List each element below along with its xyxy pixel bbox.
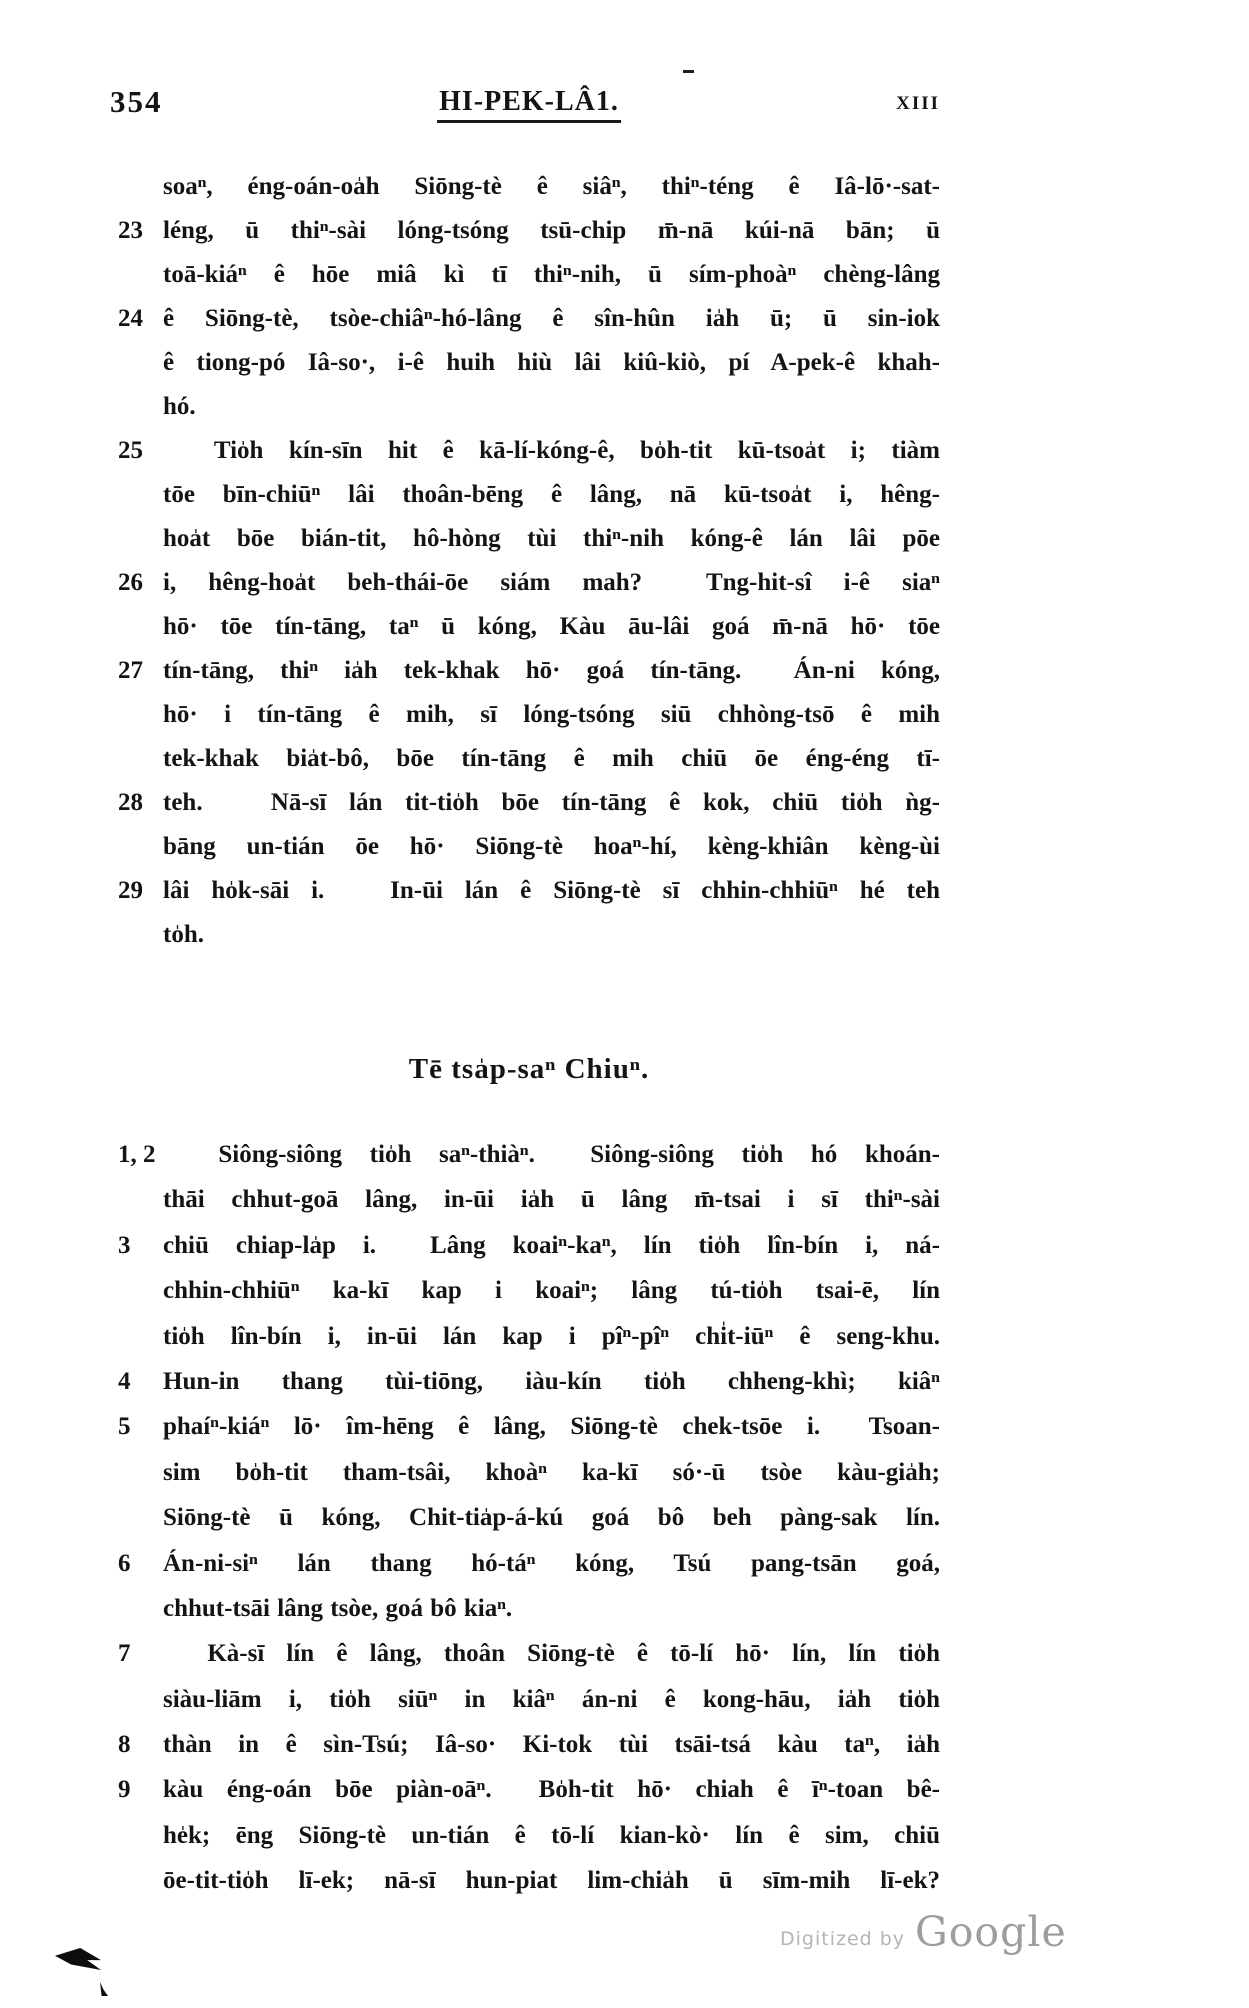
text-line bbox=[118, 1233, 940, 1278]
verse-text: ê tiong-pó Iâ-so·, i-ê huih hiù lâi kiû-kiò, pí A-pek-ê khah- bbox=[163, 349, 940, 376]
text-line bbox=[118, 1823, 940, 1868]
page-header bbox=[110, 84, 940, 120]
verse-text: Hun-in thang tùi-tiōng, iàu-kín tio̍h chheng-khì; kiâⁿ bbox=[163, 1367, 940, 1395]
verse-text: ê Siōng-tè, tsòe-chiâⁿ-hó-lâng ê sîn-hûn ia̍h ū; ū sin-iok bbox=[163, 305, 940, 332]
verse-text: lâi ho̍k-sāi i. In-ūi lán ê Siōng-tè sī chhin-chhiūⁿ hé teh bbox=[163, 877, 940, 904]
digitized-by-label: Digitized by bbox=[780, 1928, 906, 1950]
text-line bbox=[118, 1187, 940, 1232]
google-logo: Google bbox=[915, 1908, 1067, 1956]
verse-text: bāng un-tián ōe hō· Siōng-tè hoaⁿ-hí, kèng-khiân kèng-ùi bbox=[163, 833, 940, 860]
verse-text: toā-kiáⁿ ê hōe miâ kì tī thiⁿ-nih, ū sím-phoàⁿ chèng-lâng bbox=[163, 261, 940, 288]
text-line bbox=[118, 394, 940, 438]
text-line bbox=[118, 614, 940, 658]
verse-text: Siông-siông tio̍h saⁿ-thiàⁿ. Siông-siông tio̍h hó khoán- bbox=[163, 1141, 941, 1168]
text-line bbox=[118, 834, 940, 878]
verse-text: kàu éng-oán bōe piàn-oāⁿ. Bo̍h-tit hō· chiah ê īⁿ-toan bê- bbox=[163, 1776, 940, 1804]
verse-text: phaíⁿ-kiáⁿ lō· îm-hēng ê lâng, Siōng-tè chek-tsōe i. Tsoan- bbox=[163, 1413, 940, 1441]
chapter-roman-numeral: XIII bbox=[896, 93, 940, 114]
verse-text: hoa̍t bōe bián-tit, hô-hòng tùi thiⁿ-nih kóng-ê lán lâi pōe bbox=[163, 525, 940, 552]
ink-speck-mark bbox=[100, 1982, 108, 1996]
verse-number: 8 bbox=[118, 1731, 131, 1759]
verse-number: 3 bbox=[118, 1231, 131, 1259]
running-title: HI-PEK-LÂ1. bbox=[437, 86, 621, 123]
verse-text: Án-ni-siⁿ lán thang hó-táⁿ kóng, Tsú pang-tsān goá, bbox=[163, 1549, 940, 1577]
ink-dash-mark bbox=[683, 70, 694, 73]
text-line bbox=[118, 526, 940, 570]
verse-text: he̍k; ēng Siōng-tè un-tián ê tō-lí kian-kò· lín ê sim, chiū bbox=[163, 1821, 940, 1849]
text-line bbox=[118, 1324, 940, 1369]
verse-text: sim bo̍h-tit tham-tsâi, khoàⁿ ka-kī só·-ū tsòe kàu-gia̍h; bbox=[163, 1458, 940, 1486]
verse-number: 9 bbox=[118, 1776, 131, 1804]
scanner-watermark bbox=[780, 1908, 1110, 1968]
text-line bbox=[118, 1732, 940, 1777]
verse-text: léng, ū thiⁿ-sài lóng-tsóng tsū-chip m̄-nā kúi-nā bān; ū bbox=[163, 217, 940, 244]
verse-number: 25 bbox=[118, 437, 143, 464]
text-line bbox=[118, 922, 940, 966]
verse-text-block-chapter13 bbox=[118, 1142, 940, 1914]
text-line bbox=[118, 482, 940, 526]
verse-text: tio̍h lîn-bín i, in-ūi lán kap i pîⁿ-pîⁿ chi̍t-iūⁿ ê seng-khu. bbox=[163, 1322, 940, 1350]
verse-text: siàu-liām i, tio̍h siūⁿ in kiâⁿ án-ni ê kong-hāu, ia̍h tio̍h bbox=[163, 1685, 940, 1713]
text-line bbox=[118, 570, 940, 614]
text-line bbox=[118, 174, 940, 218]
verse-number: 6 bbox=[118, 1549, 131, 1577]
verse-text: Siōng-tè ū kóng, Chit-tia̍p-á-kú goá bô beh pàng-sak lín. bbox=[163, 1504, 940, 1532]
verse-number: 24 bbox=[118, 305, 143, 332]
text-line bbox=[118, 1551, 940, 1596]
verse-text: teh. Nā-sī lán tit-tio̍h bōe tín-tāng ê kok, chiū tio̍h ǹg- bbox=[163, 789, 940, 816]
verse-number: 1, 2 bbox=[118, 1141, 156, 1168]
text-line bbox=[118, 1460, 940, 1505]
verse-text-block-chapter12 bbox=[118, 174, 940, 966]
verse-text: tín-tāng, thiⁿ ia̍h tek-khak hō· goá tín-tāng. Án-ni kóng, bbox=[163, 657, 940, 684]
text-line bbox=[118, 1596, 940, 1641]
verse-text: i, hêng-hoa̍t beh-thái-ōe siám mah? Tng-hit-sî i-ê siaⁿ bbox=[163, 569, 940, 596]
verse-text: hó. bbox=[163, 393, 196, 420]
text-line bbox=[118, 1505, 940, 1550]
verse-number: 7 bbox=[118, 1640, 131, 1668]
text-line bbox=[118, 790, 940, 834]
verse-text: Kà-sī lín ê lâng, thoân Siōng-tè ê tō-lí hō· lín, lín tio̍h bbox=[163, 1640, 940, 1668]
text-line bbox=[118, 1641, 940, 1686]
verse-text: ōe-tit-tio̍h lī-ek; nā-sī hun-piat lim-chia̍h ū sīm-mih lī-ek? bbox=[163, 1867, 940, 1895]
text-line bbox=[118, 1142, 940, 1187]
verse-text: hō· i tín-tāng ê mih, sī lóng-tsóng siū chhòng-tsō ê mih bbox=[163, 701, 940, 728]
verse-number: 29 bbox=[118, 877, 143, 904]
verse-text: tek-khak bia̍t-bô, bōe tín-tāng ê mih chiū ōe éng-éng tī- bbox=[163, 745, 940, 772]
text-line bbox=[118, 878, 940, 922]
verse-text: chiū chiap-la̍p i. Lâng koaiⁿ-kaⁿ, lín tio̍h lîn-bín i, ná- bbox=[163, 1231, 940, 1259]
verse-text: thàn in ê sìn-Tsú; Iâ-so· Ki-tok tùi tsāi-tsá kàu taⁿ, ia̍h bbox=[163, 1731, 940, 1759]
text-line bbox=[118, 438, 940, 482]
verse-number: 26 bbox=[118, 569, 143, 596]
verse-text: to̍h. bbox=[163, 921, 204, 948]
verse-text: chhin-chhiūⁿ ka-kī kap i koaiⁿ; lâng tú-tio̍h tsai-ē, lín bbox=[163, 1277, 940, 1305]
text-line bbox=[118, 1777, 940, 1822]
text-line bbox=[118, 306, 940, 350]
text-line bbox=[118, 702, 940, 746]
verse-text: chhut-tsāi lâng tsòe, goá bô kiaⁿ. bbox=[163, 1594, 513, 1622]
text-line bbox=[118, 1369, 940, 1414]
chapter-heading: Tē tsa̍p-saⁿ Chiuⁿ. bbox=[408, 1053, 650, 1085]
text-line bbox=[118, 1278, 940, 1323]
verse-text: Tio̍h kín-sīn hit ê kā-lí-kóng-ê, bo̍h-tit kū-tsoa̍t i; tiàm bbox=[163, 437, 940, 464]
text-line bbox=[118, 1687, 940, 1732]
verse-text: soaⁿ, éng-oán-oa̍h Siōng-tè ê siâⁿ, thiⁿ-téng ê Iâ-lō·-sat- bbox=[163, 173, 940, 200]
ink-smudge-mark bbox=[55, 1948, 101, 1970]
verse-number: 23 bbox=[118, 217, 143, 244]
verse-number: 5 bbox=[118, 1413, 131, 1441]
text-line bbox=[118, 746, 940, 790]
verse-number: 4 bbox=[118, 1367, 131, 1395]
verse-number: 28 bbox=[118, 789, 143, 816]
verse-number: 27 bbox=[118, 657, 143, 684]
text-line bbox=[118, 350, 940, 394]
text-line bbox=[118, 1414, 940, 1459]
verse-text: tōe bīn-chiūⁿ lâi thoân-bēng ê lâng, nā kū-tsoa̍t i, hêng- bbox=[163, 481, 940, 508]
text-line bbox=[118, 658, 940, 702]
page-number: 354 bbox=[110, 84, 163, 119]
verse-text: hō· tōe tín-tāng, taⁿ ū kóng, Kàu āu-lâi goá m̄-nā hō· tōe bbox=[163, 613, 940, 640]
text-line bbox=[118, 1868, 940, 1913]
verse-text: thāi chhut-goā lâng, in-ūi ia̍h ū lâng m̄-tsai i sī thiⁿ-sài bbox=[163, 1186, 940, 1214]
text-line bbox=[118, 262, 940, 306]
text-line bbox=[118, 218, 940, 262]
